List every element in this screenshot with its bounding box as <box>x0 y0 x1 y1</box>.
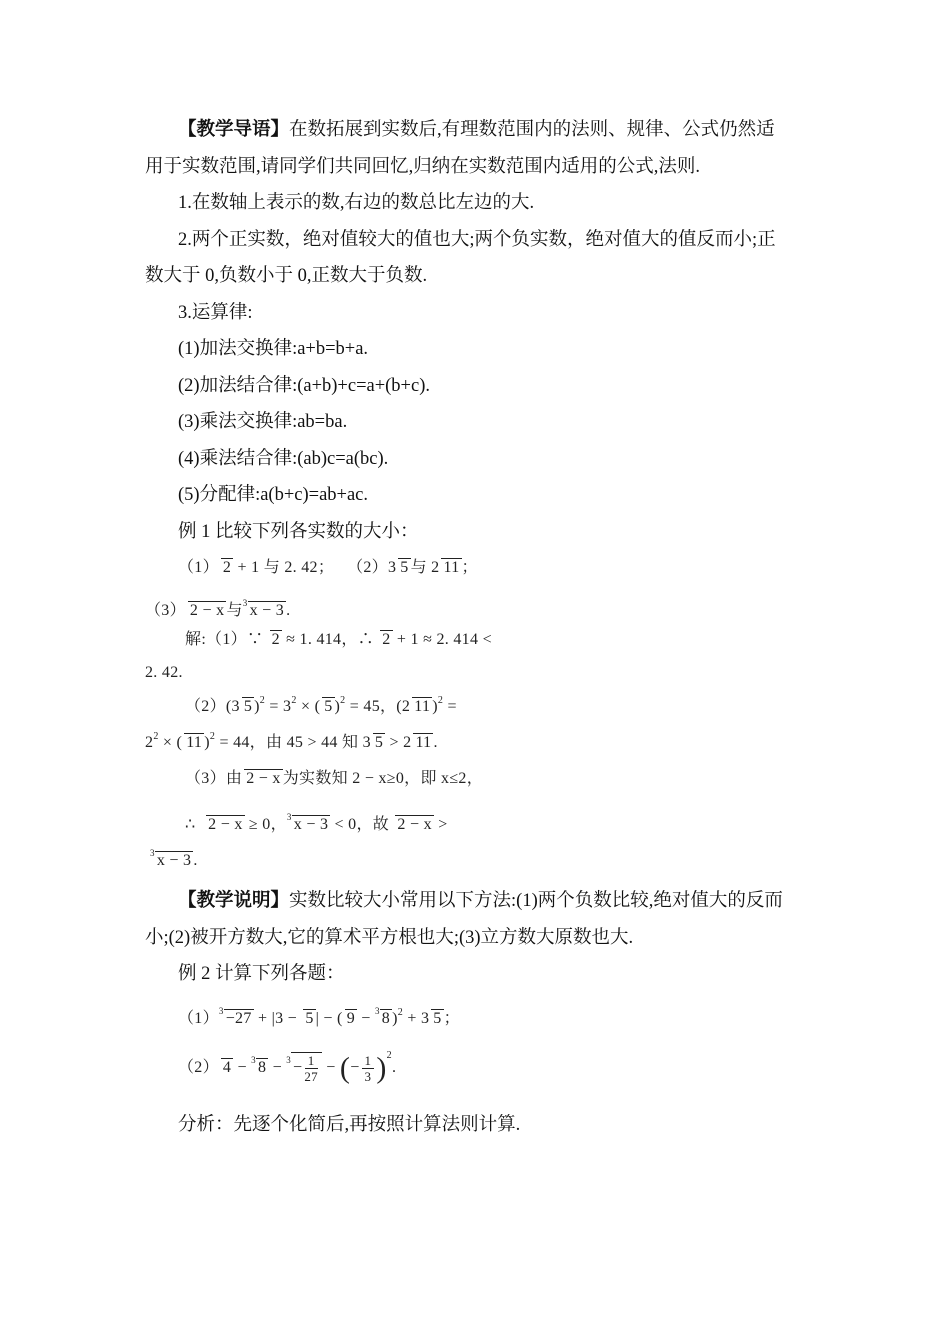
sqrt-expression: 5 <box>400 559 409 576</box>
example-2-problem-1: $(1)^3 -27 + |3 - 5$ | − ( 9 − $^3$ 8 )$^2$ + 3 5 ； <box>178 1006 460 1027</box>
cbrt-fraction-expression: − $\frac{1}{27}$ <box>291 1052 322 1084</box>
solution-3: （3）由 2 − x 为实数知 2 − x≥0，即 x≤2， <box>185 770 484 787</box>
sqrt-expression: 11 <box>414 698 431 715</box>
solution-3-line-2: ∴ 2 − x ≥ 0，$^3$ x − 3 < 0，故 2 − x > <box>185 812 448 833</box>
law-4: (4)乘法结合律:(ab)c=a(bc). <box>178 449 389 469</box>
sqrt-expression: 9 <box>346 1010 355 1027</box>
solution-1-continued: 2. 42. <box>145 664 183 681</box>
law-5: (5)分配律:a(b+c)=ab+ac. <box>178 485 369 505</box>
rule-2-line-2: 数大于 0,负数小于 0,正数大于负数. <box>145 266 428 286</box>
sqrt-expression: 4 <box>222 1059 232 1076</box>
cbrt-expression: 8 <box>381 1010 391 1027</box>
intro-title: 【教学导语】 <box>178 120 290 140</box>
rule-1: 1.在数轴上表示的数,右边的数总比左边的大. <box>178 193 535 213</box>
analysis: 分析：先逐个化简后,再按照计算法则计算. <box>178 1115 521 1135</box>
sqrt-expression: 5 <box>243 698 253 715</box>
example-1-question-1-2: （1） 2 + 1 与 2. 42； （2）3 5 与 2 11 ； <box>178 559 478 576</box>
sqrt-expression: 2 <box>222 559 232 576</box>
intro-text-1: 在数拓展到实数后,有理数范围内的法则、规律、公式仍然适 <box>289 120 775 140</box>
explain-title: 【教学说明】 <box>178 891 290 911</box>
cbrt-expression: 8 <box>257 1059 267 1076</box>
sqrt-expression: 5 <box>374 734 384 751</box>
law-2: (2)加法结合律:(a+b)+c=a+(b+c). <box>178 376 430 396</box>
law-1: (1)加法交换律:a+b=b+a. <box>178 339 369 359</box>
rule-3: 3.运算律: <box>178 303 253 323</box>
solution-label: 解 <box>185 631 202 648</box>
intro-line-1 <box>178 117 775 143</box>
fraction: $\frac{1}{3}$ <box>362 1053 375 1084</box>
cbrt-expression: x − 3 <box>156 852 192 869</box>
sqrt-expression: 2 − x <box>246 770 281 787</box>
example-1-question-3: （3） 2 − x 与$^3$ x − 3 . <box>145 598 291 619</box>
solution-1: 解:（1）∵ 2 ≈ 1. 414，∴ 2 + 1 ≈ 2. 414 < <box>185 631 492 648</box>
explain-line-2: 小;(2)被开方数大,它的算术平方根也大;(3)立方数大原数也大. <box>145 928 634 948</box>
sqrt-expression: 2 − x <box>397 816 432 833</box>
sqrt-expression: 5 <box>324 698 333 715</box>
intro-line-2: 用于实数范围,请同学们共同回忆,归纳在实数范围内适用的公式,法则. <box>145 157 701 177</box>
sqrt-expression: 5 <box>433 1010 442 1027</box>
sqrt-expression: 5 <box>305 1010 314 1027</box>
sqrt-expression: 2 <box>382 631 391 648</box>
cbrt-expression: x − 3 <box>249 602 285 619</box>
law-3: (3)乘法交换律:ab=ba. <box>178 412 348 432</box>
sqrt-expression: 11 <box>186 734 203 751</box>
explain-line-1: 【教学说明】实数比较大小常用以下方法:(1)两个负数比较,绝对值大的反而 <box>178 891 783 911</box>
sqrt-expression: 11 <box>415 734 432 751</box>
example-2-problem-2: （2） 4 − $^3$ 8 − $^3$ − $\frac{1}{27}$ − (− $\frac{1}{3}$ )$^2$. <box>178 1050 397 1085</box>
sqrt-expression: 2 − x <box>208 816 243 833</box>
solution-2-continued: $2^2$ × ( 11 )$^2$ = 44，由 45 > 44 知 3 5 > 2 11 . <box>145 731 438 751</box>
solution-2: （2）(3 5 )$^2 = 3^2$ × ( 5 )$^2$ = 45，(2 11 )$^2$ = <box>185 695 457 715</box>
sqrt-expression: 11 <box>443 559 460 576</box>
example-1-heading: 例 1 比较下列各实数的大小： <box>178 522 419 542</box>
fraction: $\frac{1}{27}$ <box>304 1052 318 1084</box>
rule-2-line-1: 2.两个正实数，绝对值较大的值也大;两个负实数，绝对值大的值反而小;正 <box>178 230 776 250</box>
solution-3-line-3: $^3$ x − 3 . <box>150 848 198 869</box>
cbrt-expression: x − 3 <box>293 816 329 833</box>
sqrt-expression: 2 − x <box>189 602 225 619</box>
sqrt-expression: 2 <box>271 631 280 648</box>
cbrt-expression: −27 <box>225 1010 252 1027</box>
example-2-heading: 例 2 计算下列各题： <box>178 964 345 984</box>
